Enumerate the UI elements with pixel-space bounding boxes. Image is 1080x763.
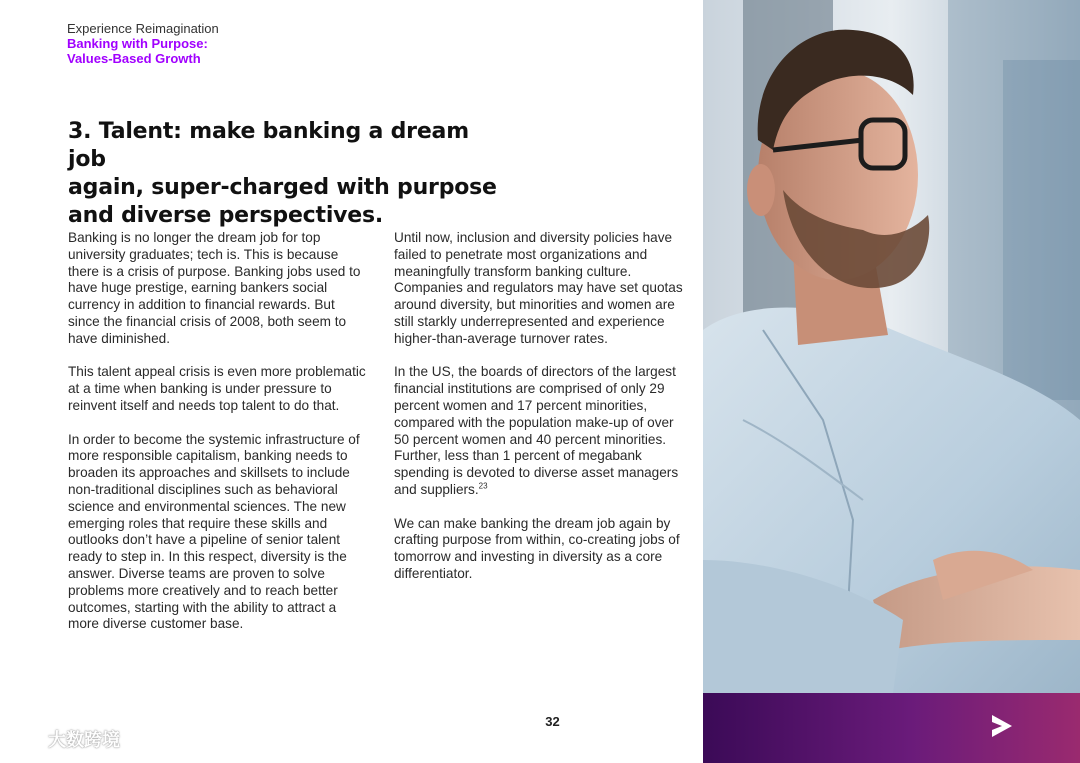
report-title-line-2: Values-Based Growth (67, 51, 201, 66)
paragraph: This talent appeal crisis is even more problematic at a time when banking is under pressure to reinvent itself and needs top talent to do that. (68, 364, 366, 413)
page-number: 32 (545, 714, 560, 729)
paragraph: In order to become the systemic infrastructure of more responsible capitalism, banking needs to broaden its approaches and skillsets to include non-traditional disciplines such as behavioral science and environmental sciences. The new emerging roles that require these skills and outlooks don’t have a pipeline of senior talent ready to step in. In this respect, diversity is the answer. Diverse teams are proven to solve problems more creatively and to reach better outcomes, starting with the ability to attract a more diverse customer base. (68, 431, 360, 632)
paragraph: Until now, inclusion and diversity policies have failed to penetrate most organizations and meaningfully transform banking culture. Companies and regulators may have set quotas around diversity, but minorities and women are still starkly underrepresented and experience higher-than-average turnover rates. (394, 230, 683, 346)
body-column-right (394, 230, 692, 600)
paragraph: We can make banking the dream job again by crafting purpose from within, co-creating jobs of tomorrow and investing in diversity as a core differentiator. (394, 515, 680, 581)
section-label: Experience Reimagination (67, 21, 219, 36)
footnote-marker[interactable]: 23 (478, 481, 488, 491)
next-arrow-icon[interactable] (990, 713, 1014, 739)
page-header (67, 21, 219, 66)
watermark (8, 726, 120, 752)
footer-band (703, 693, 1080, 763)
heading-line-1: 3. Talent: make banking a dream job (68, 119, 469, 172)
paragraph: Banking is no longer the dream job for top university graduates; tech is. This is because there is a crisis of purpose. Banking jobs used to have huge prestige, earning bankers social currency in addition to financial rewards. But since the financial crisis of 2008, both seem to have diminished. (68, 230, 361, 346)
watermark-logo-icon (8, 726, 44, 752)
photo-illustration (703, 0, 1080, 693)
man-looking-out-window-photo (703, 0, 1080, 693)
watermark-text: 大数跨境 (48, 730, 120, 750)
report-title-line-1: Banking with Purpose: (67, 36, 208, 51)
heading-line-2: again, super-charged with purpose (68, 175, 497, 200)
body-column-left (68, 230, 366, 650)
heading-line-3: and diverse perspectives. (68, 203, 384, 228)
section-heading (68, 118, 498, 230)
paragraph-with-footnote (394, 364, 692, 498)
paragraph-text: In the US, the boards of directors of the largest financial institutions are comprised of only 29 percent women and 17 percent minorities, compared with the population make-up of over 50 percent women and 40 percent minorities. Further, less than 1 percent of megabank spending is devoted to diverse asset managers and suppliers. (394, 364, 679, 497)
